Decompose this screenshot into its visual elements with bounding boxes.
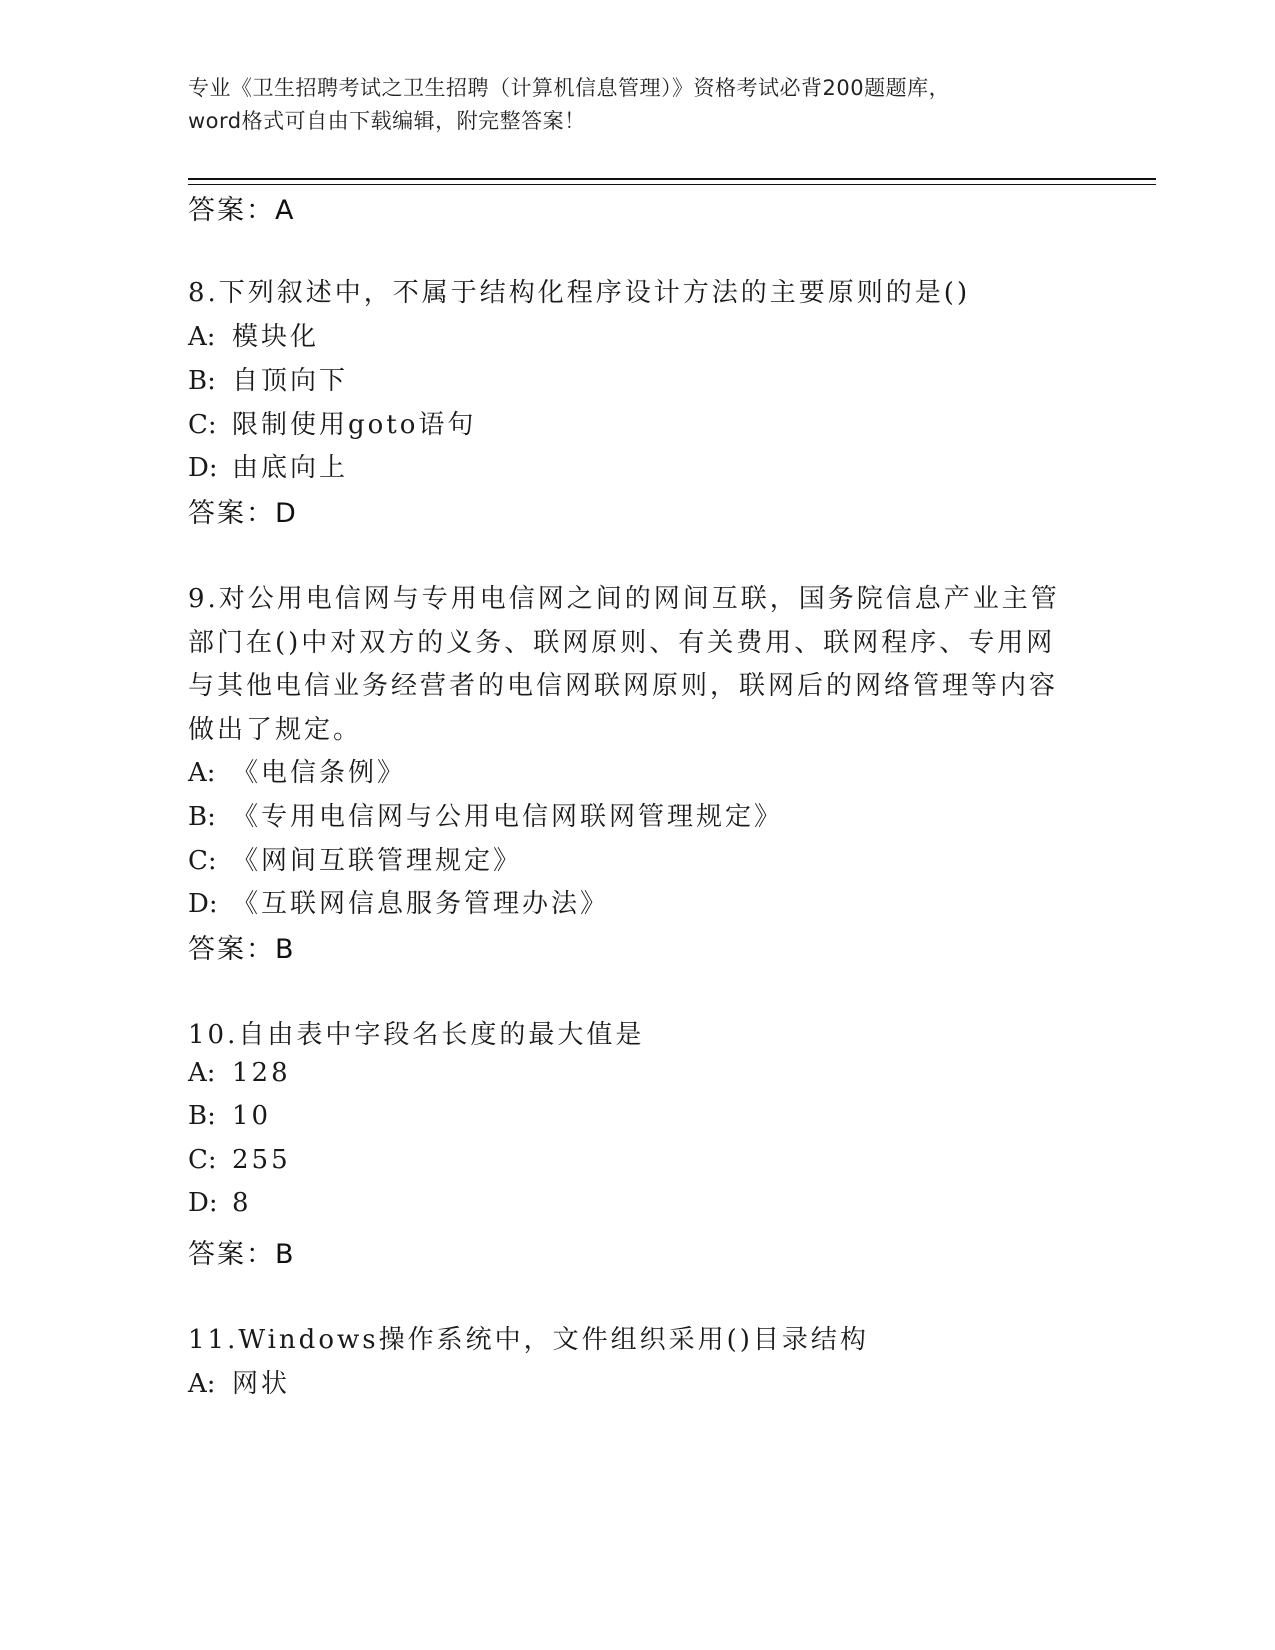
answer-option [188,1145,291,1175]
option-text: 10 [232,1101,272,1131]
question-stem-line: 做出了规定。 [188,715,363,745]
option-text: 《专用电信网与公用电信网联网管理规定》 [232,802,784,832]
option-label: A: [188,758,216,788]
option-text: 自顶向下 [232,366,349,396]
option-text: 网状 [232,1369,291,1399]
option-text: 《电信条例》 [232,758,407,788]
question-stem-line: 9.对公用电信网与专用电信网之间的网间互联，国务院信息产业主管 [188,584,1060,614]
previous-answer: 答案：A [188,195,296,226]
answer-option [188,360,348,397]
option-label: A: [188,322,216,352]
correct-answer: 答案：B [188,1239,296,1270]
document-header [188,72,1068,138]
option-label: D: [188,889,218,919]
header-divider-thin [188,184,1156,185]
option-label: A: [188,1058,216,1088]
answer-option [188,1101,271,1131]
option-text: 《网间互联管理规定》 [232,846,523,876]
header-line-2: word格式可自由下载编辑，附完整答案！ [188,109,586,133]
option-label: B: [188,802,216,832]
option-text: 255 [232,1145,291,1175]
answer-option [188,447,348,484]
correct-answer: 答案：B [188,934,296,965]
option-text: 限制使用goto语句 [232,410,477,440]
header-line-1: 专业《卫生招聘考试之卫生招聘（计算机信息管理）》资格考试必背200题题库， [188,76,951,100]
option-text: 《互联网信息服务管理办法》 [232,889,610,919]
answer-option [188,1188,252,1218]
question-stem-line: 8.下列叙述中，不属于结构化程序设计方法的主要原则的是() [188,278,971,308]
option-label: C: [188,1145,217,1175]
option-text: 128 [232,1058,291,1088]
answer-option [188,840,522,877]
answer-option [188,316,319,353]
option-label: C: [188,410,217,440]
option-label: D: [188,1188,218,1218]
question-stem-line: 部门在()中对双方的义务、联网原则、有关费用、联网程序、专用网 [188,628,1056,658]
option-label: B: [188,1101,216,1131]
answer-option [188,1363,290,1400]
option-label: C: [188,846,217,876]
question-stem-line: 11.Windows操作系统中，文件组织采用()目录结构 [188,1325,869,1355]
option-text: 模块化 [232,322,320,352]
option-text: 由底向上 [232,453,349,483]
option-text: 8 [232,1188,252,1218]
correct-answer: 答案：D [188,498,298,529]
answer-option [188,883,609,920]
option-label: B: [188,366,216,396]
question-stem-line: 10.自由表中字段名长度的最大值是 [188,1020,645,1050]
answer-option [188,752,406,789]
answer-option [188,1058,291,1088]
header-divider-thick [188,178,1156,180]
answer-option [188,404,476,441]
option-label: A: [188,1369,216,1399]
answer-option [188,796,783,833]
question-stem-line: 与其他电信业务经营者的电信网联网原则，联网后的网络管理等内容 [188,671,1059,701]
option-label: D: [188,453,218,483]
